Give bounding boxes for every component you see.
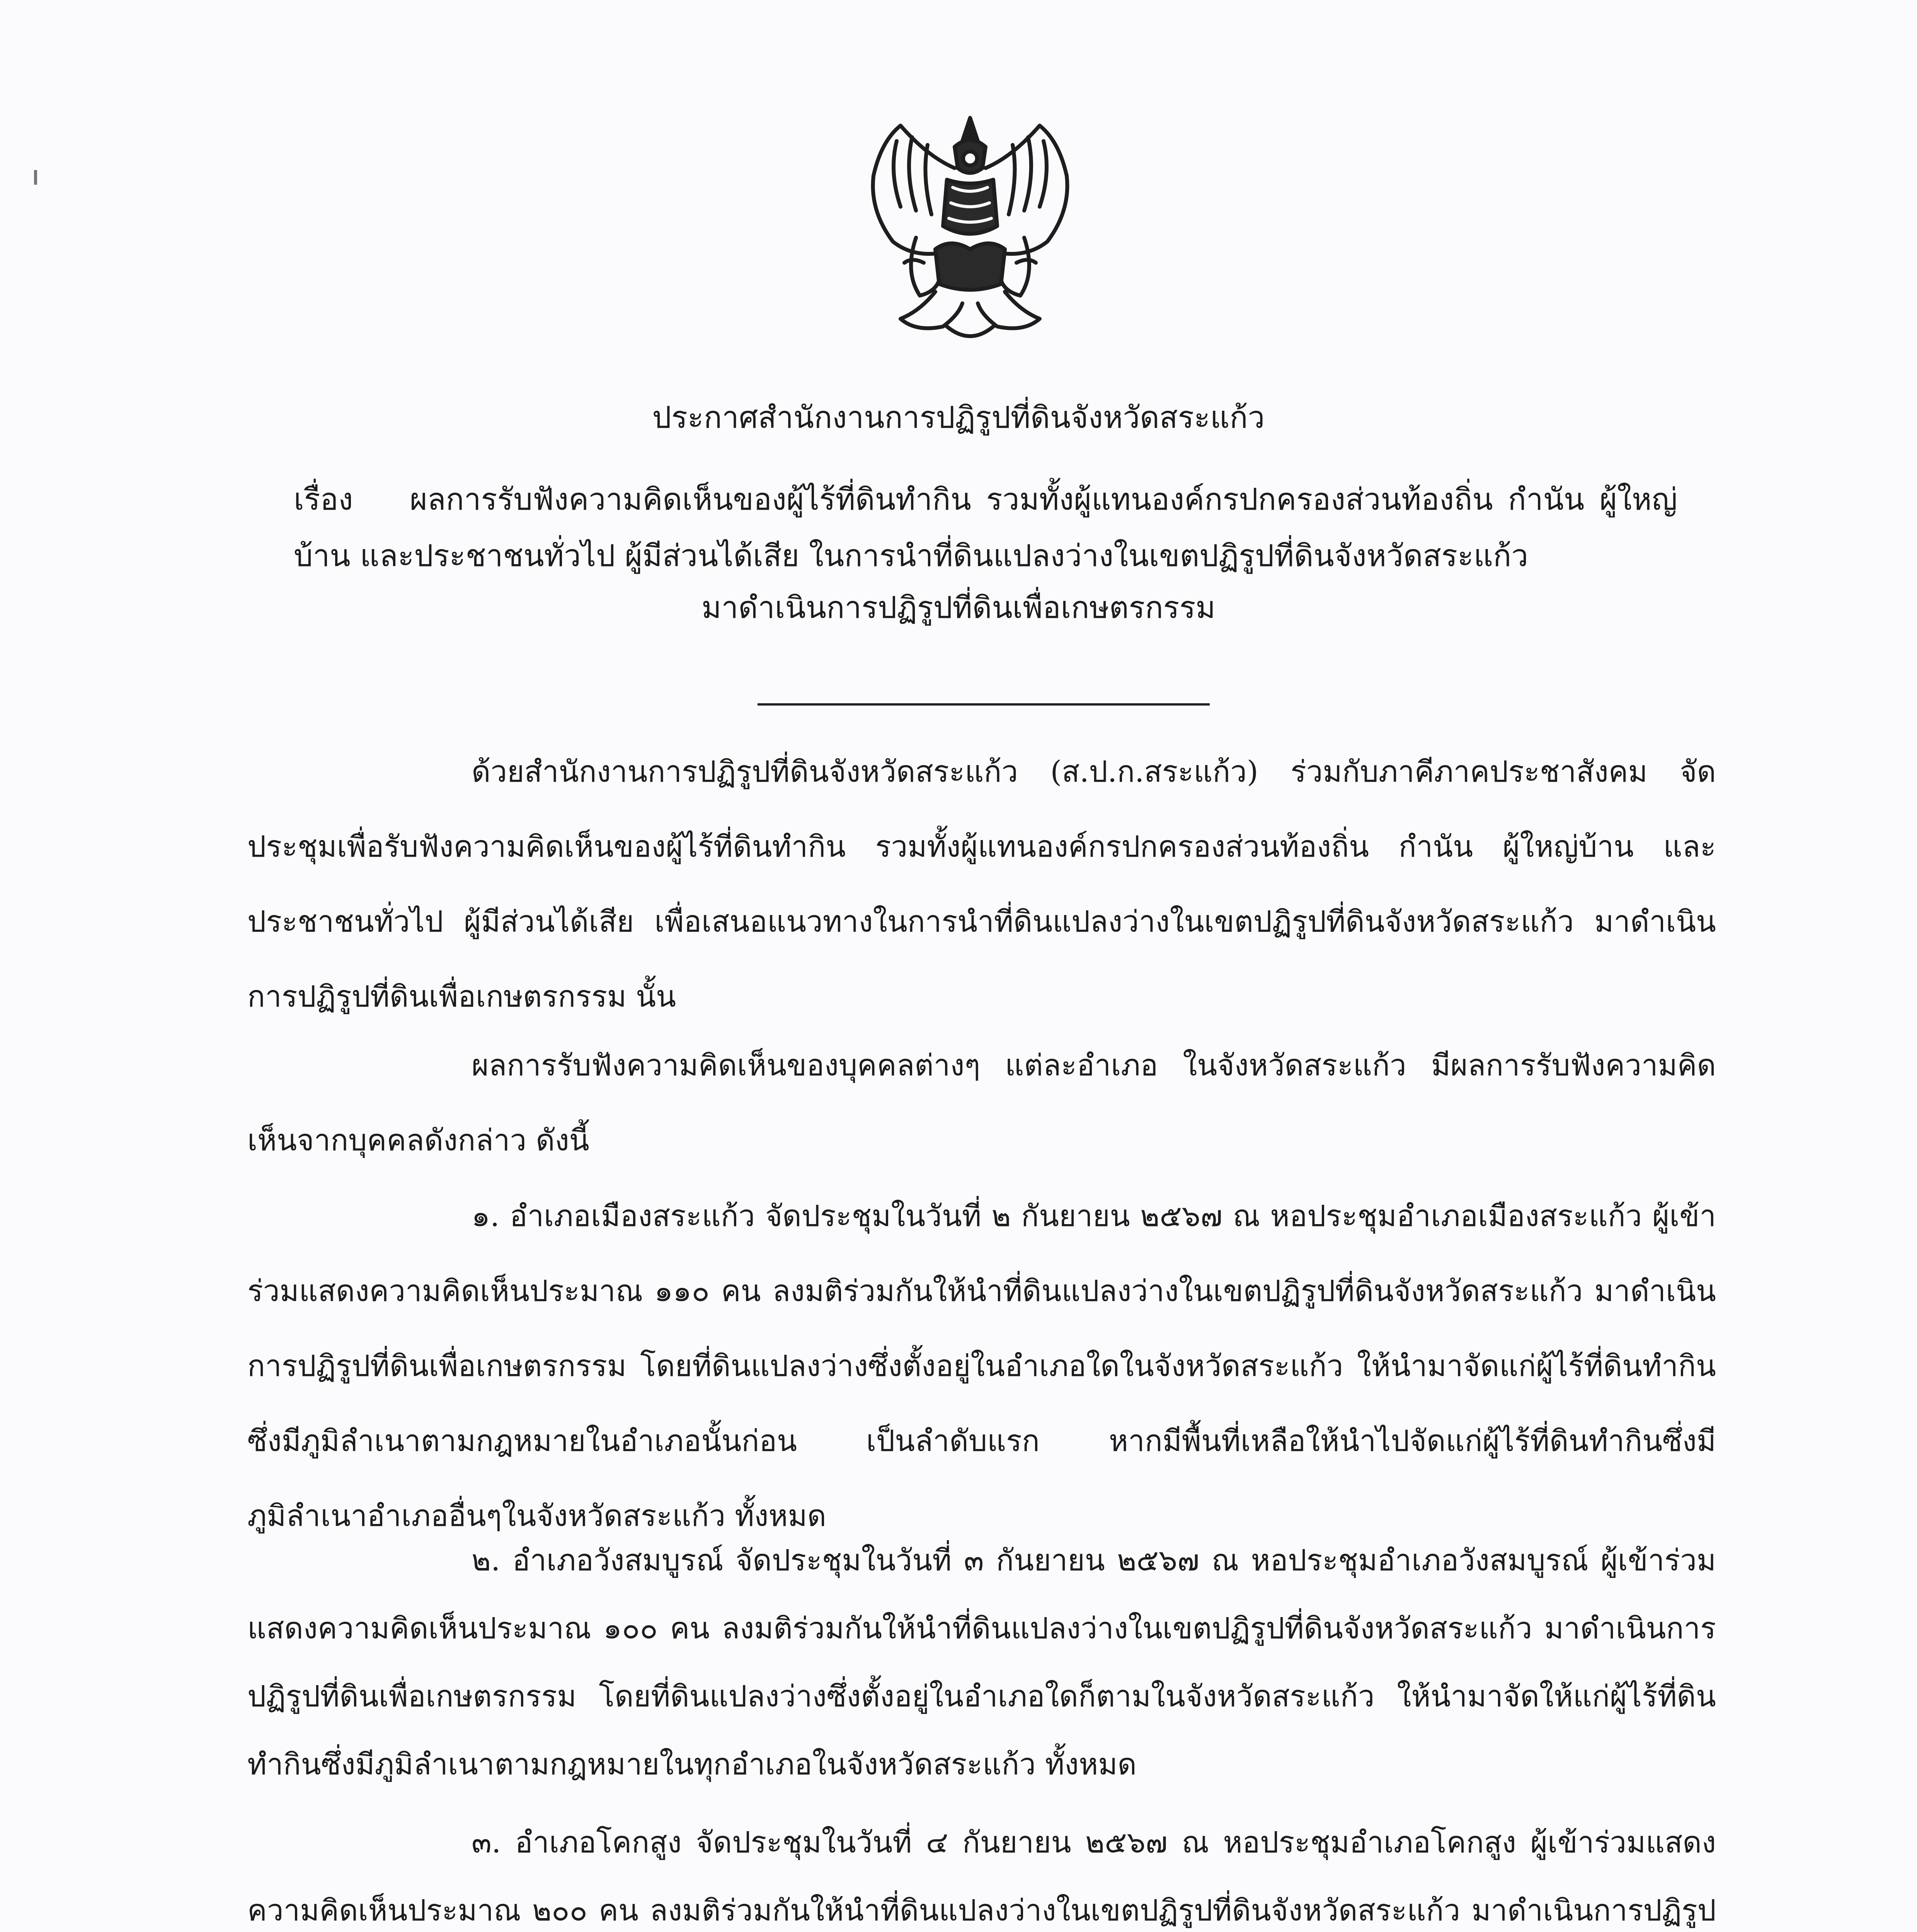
paragraph-intro: ด้วยสำนักงานการปฏิรูปที่ดินจังหวัดสระแก้ว (ส.ป.ก.สระแก้ว) ร่วมกับภาคีภาคประชาสังคม จัดประชุมเพื่อรับฟังความคิดเห็นของผู้ไร้ที่ดินทำกิน รวมทั้งผู้แทนองค์กรปกครองส่วนท้องถิ่น กำนัน ผู้ใหญ่บ้าน และประชาชนทั่วไป ผู้มีส่วนได้เสีย เพื่อเสนอแนวทางในการนำที่ดินแปลงว่างในเขตปฏิรูปที่ดินจังหวัดสระแก้ว มาดำเนินการปฏิรูปที่ดินเพื่อเกษตรกรรม นั้น: [247, 754, 1716, 1014]
subject-last-line: มาดำเนินการปฏิรูปที่ดินเพื่อเกษตรกรรม: [701, 590, 1216, 625]
paragraph-item-1: ๑. อำเภอเมืองสระแก้ว จัดประชุมในวันที่ ๒ กันยายน ๒๕๖๗ ณ หอประชุมอำเภอเมืองสระแก้ว ผู้เข้าร่วมแสดงความคิดเห็นประมาณ ๑๑๐ คน ลงมติร่วมกันให้นำที่ดินแปลงว่างในเขตปฏิรูปที่ดินจังหวัดสระแก้ว มาดำเนินการปฏิรูปที่ดินเพื่อเกษตรกรรม โดยที่ดินแปลงว่างซึ่งตั้งอยู่ในอำเภอใดในจังหวัดสระแก้ว ให้นำมาจัดแก่ผู้ไร้ที่ดินทำกินซึ่งมีภูมิลำเนาตามกฎหมายในอำเภอนั้นก่อน เป็นลำดับแรก หากมีพื้นที่เหลือให้นำไปจัดแก่ผู้ไร้ที่ดินทำกินซึ่งมีภูมิลำเนาอำเภออื่นๆในจังหวัดสระแก้ว ทั้งหมด: [247, 1199, 1716, 1533]
paragraph-summary: ผลการรับฟังความคิดเห็นของบุคคลต่างๆ แต่ละอำเภอ ในจังหวัดสระแก้ว มีผลการรับฟังความคิดเห็นจากบุคคลดังกล่าว ดังนี้: [247, 1048, 1716, 1157]
paragraph-item-2: ๒. อำเภอวังสมบูรณ์ จัดประชุมในวันที่ ๓ กันยายน ๒๕๖๗ ณ หอประชุมอำเภอวังสมบูรณ์ ผู้เข้าร่วมแสดงความคิดเห็นประมาณ ๑๐๐ คน ลงมติร่วมกันให้นำที่ดินแปลงว่างในเขตปฏิรูปที่ดินจังหวัดสระแก้ว มาดำเนินการปฏิรูปที่ดินเพื่อเกษตรกรรม โดยที่ดินแปลงว่างซึ่งตั้งอยู่ในอำเภอใดก็ตามในจังหวัดสระแก้ว ให้นำมาจัดให้แก่ผู้ไร้ที่ดินทำกินซึ่งมีภูมิลำเนาตามกฎหมายในทุกอำเภอในจังหวัดสระแก้ว ทั้งหมด: [247, 1543, 1716, 1781]
announcement-heading: ประกาศสำนักงานการปฏิรูปที่ดินจังหวัดสระแก้ว: [652, 400, 1265, 435]
paragraph-item-3: ๓. อำเภอโคกสูง จัดประชุมในวันที่ ๔ กันยายน ๒๕๖๗ ณ หอประชุมอำเภอโคกสูง ผู้เข้าร่วมแสดงความคิดเห็นประมาณ ๒๐๐ คน ลงมติร่วมกันให้นำที่ดินแปลงว่างในเขตปฏิรูปที่ดินจังหวัดสระแก้ว มาดำเนินการปฏิรูป: [247, 1825, 1716, 1927]
subject-block: [294, 471, 1677, 584]
heading-divider: [758, 703, 1210, 706]
garuda-emblem-icon: [858, 110, 1082, 350]
scan-mark: [34, 170, 37, 185]
subject-text: ผลการรับฟังความคิดเห็นของผู้ไร้ที่ดินทำกิน รวมทั้งผู้แทนองค์กรปกครองส่วนท้องถิ่น กำนัน ผู้ใหญ่บ้าน และประชาชนทั่วไป ผู้มีส่วนได้เสีย ในการนำที่ดินแปลงว่างในเขตปฏิรูปที่ดินจังหวัดสระแก้ว: [294, 482, 1677, 573]
subject-label: เรื่อง: [294, 482, 353, 517]
